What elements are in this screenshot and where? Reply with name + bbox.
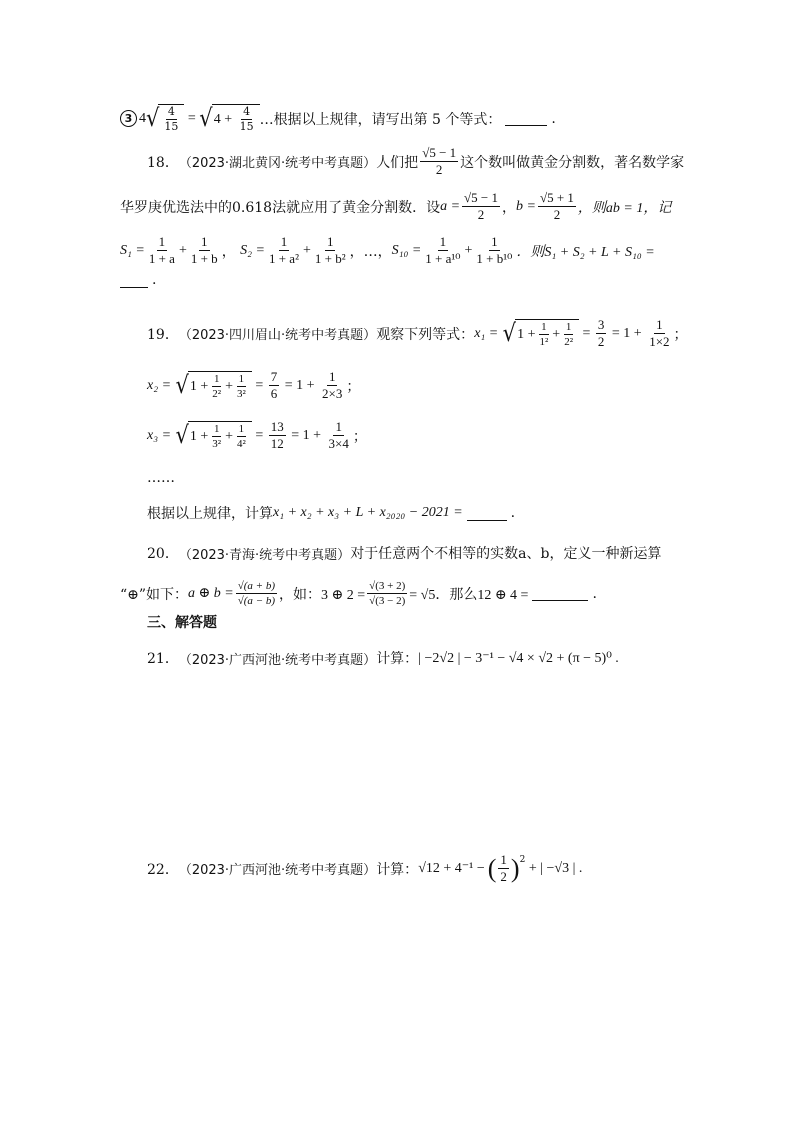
sqrt-expr: √ $\frac{4}{15}$	[146, 104, 184, 133]
q20-line2: “⊕”如下： a ⊕ b = $\frac{√(a + b)}{√(a - b)}$ ，如：3 ⊕ 2 = $\frac{√(3 + 2)}{√(3 - 2)}$ = √5．那么12 ⊕ 4 = .	[120, 580, 597, 608]
answer-blank[interactable]	[467, 506, 507, 521]
q22-source: （2023·广西河池·统考中考真题）	[178, 863, 377, 879]
q19-dots: ……	[147, 470, 175, 486]
q21-source: （2023·广西河池·统考中考真题）	[178, 652, 377, 668]
q18-source: （2023·湖北黄冈·统考中考真题）	[178, 156, 377, 172]
q20-number: 20．	[147, 546, 179, 562]
section-heading: 三、解答题	[147, 615, 217, 631]
q22-number: 22．	[147, 861, 179, 878]
q18-line2: 华罗庚优选法中的0.618法就应用了黄金分割数．设 a = $\frac{√5 - 1}{2}$ ， b = $\frac{√5 + 1}{2}$ ，则ab = 1，记	[120, 190, 672, 223]
q21-line: 21． （2023·广西河池·统考中考真题） 计算： | −2√2 | − 3⁻¹ − √4 × √2 + (π − 5)⁰ .	[147, 648, 619, 668]
golden-ratio-fraction: $\frac{√5 - 1}{2}$	[422, 145, 457, 178]
q19-line3: x₃ = √ 1 + $\frac{1}{\text{3²}}$ + $\frac{1}{\text{4²}}$ = $\frac{13}{12}$ = 1 + $\frac{1}{3\times 4}$ ；	[147, 419, 367, 452]
p17-line: 3 4 √ $\frac{4}{15}$ = √ 4 + $\frac{4}{15}$ …根据以上规律，请写出第 5 个等式： .	[120, 104, 556, 133]
q19-line1: 19． （2023·四川眉山·统考中考真题） 观察下列等式： x₁ = √ 1 + $\frac{1}{\text{1²}}$ + $\frac{1}{\text{2²}}$ = $\frac{3}{2}$ = 1 + $\frac{1}{1\times 2}$ ；	[147, 317, 688, 350]
q22-line: 22． （2023·广西河池·统考中考真题） 计算： √12 + 4⁻¹ − ( $\frac{1}{2}$ ) $^2$ + | −√3 | .	[147, 852, 583, 885]
q19-line2: x₂ = √ 1 + $\frac{1}{\text{2²}}$ + $\frac{1}{\text{3²}}$ = $\frac{7}{6}$ = 1 + $\frac{1}{2\times 3}$ ；	[147, 369, 361, 402]
q21-number: 21．	[147, 651, 179, 667]
q18-line4: .	[120, 272, 156, 288]
q20-source: （2023·青海·统考中考真题）	[178, 547, 351, 563]
q20-line1: 20． （2023·青海·统考中考真题） 对于任意两个不相等的实数a、b，定义一种新运算	[147, 543, 662, 563]
answer-blank[interactable]	[120, 273, 148, 288]
q18-number: 18．	[147, 154, 179, 171]
answer-blank[interactable]	[532, 586, 588, 601]
answer-blank[interactable]	[505, 111, 547, 126]
q18-line1: 18． （2023·湖北黄冈·统考中考真题） 人们把 $\frac{√5 - 1}{2}$ 这个数叫做黄金分割数，著名数学家	[147, 145, 685, 178]
sqrt-expr-rhs: √ 4 + $\frac{4}{15}$	[199, 104, 259, 133]
q21-expression: | −2√2 | − 3⁻¹ − √4 × √2 + (π − 5)⁰ .	[418, 650, 619, 666]
circled-number: 3	[120, 110, 137, 127]
p17-text: …根据以上规律，请写出第 5 个等式：	[259, 111, 502, 128]
q18-line3: S₁ = $\frac{1}{1 + a}$ + $\frac{1}{1 + b}$ ， S₂ = $\frac{1}{\text{1 + a²}}$ + $\frac{1}{\text{1 + b²}}$ ，…， S₁₀ = $\frac{1}{\text{1 + a¹⁰}}$ + $\frac{1}{\text{1 + b¹⁰}}$ ．则S₁ + S₂ + L + S₁₀ =	[120, 234, 655, 267]
q19-number: 19．	[147, 326, 179, 343]
q19-line5: 根据以上规律，计算 x₁ + x₂ + x₃ + L + x₂₀₂₀ − 2021 = .	[147, 505, 516, 522]
q19-source: （2023·四川眉山·统考中考真题）	[178, 328, 377, 344]
